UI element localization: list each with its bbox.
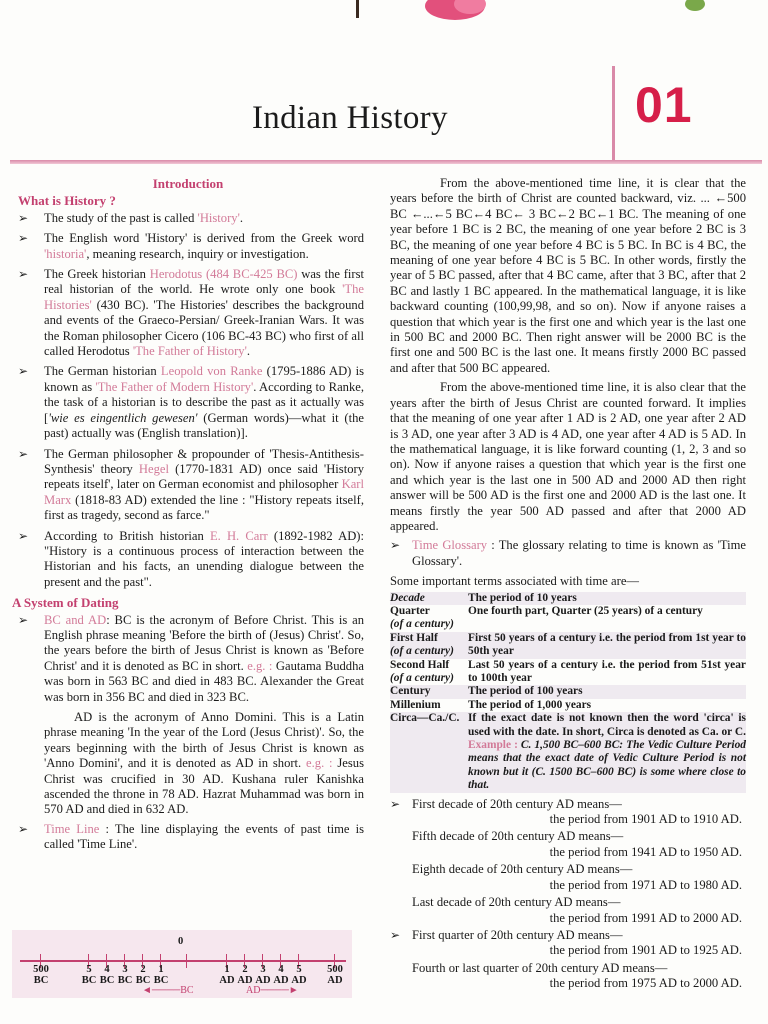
chapter-number: 01 <box>635 77 693 133</box>
terms-intro: Some important terms associated with time are— <box>390 574 640 589</box>
timeline-label: 500 BC <box>33 964 49 986</box>
left-column <box>12 176 364 858</box>
decade-item: Eighth decade of 20th century AD means— the period from 1971 AD to 1980 AD. <box>412 862 742 892</box>
decade-item: Last decade of 20th century AD means— the period from 1991 AD to 2000 AD. <box>412 895 742 925</box>
timeline-zero-tick <box>186 954 187 968</box>
timeline-label: 2 AD <box>237 964 253 986</box>
introduction-heading: Introduction <box>152 176 224 191</box>
what-is-history-heading: What is History ? <box>18 193 116 209</box>
bullet-item: ➢ The study of the past is called 'History'. <box>18 210 244 225</box>
arrow-bullet-icon: ➢ <box>390 538 401 553</box>
timeline-label: 3 BC <box>117 964 133 986</box>
timeline-label: 4 AD <box>273 964 289 986</box>
glossary-row: Millenium The period of 1,000 years <box>390 698 592 711</box>
timeline-label: 4 BC <box>99 964 115 986</box>
header-rule <box>10 160 762 164</box>
timeline-label: 500 AD <box>327 964 343 986</box>
glossary-row: Decade The period of 10 years <box>390 592 746 605</box>
bullet-item: ➢ BC and AD: BC is the acronym of Before Christ. This is an English phrase meaning 'Before the birth of (Jesus) Christ'. So, the years before the birth of Jesus Christ is known as 'Before Christ' and it is denoted as BC in short. e.g. : Gautama Buddha was born in 563 BC and died in 483 BC. Alexander the Great was born in 356 BC and died in 323 BC. <box>18 612 364 704</box>
flower-decoration <box>330 0 768 20</box>
quarter-item: Fourth or last quarter of 20th century AD means— the period from 1975 AD to 2000 AD. <box>412 960 742 991</box>
bullet-item: ➢ Time Glossary : The glossary relating to time is known as 'Time Glossary'. <box>390 538 746 568</box>
timeline-label: 5 BC <box>81 964 97 986</box>
arrow-bullet-icon: ➢ <box>18 821 29 836</box>
glossary-row: First Half (of a century) First 50 years of a century i.e. the period from 1st year to 50th year <box>390 631 746 658</box>
arrow-bullet-icon: ➢ <box>18 210 29 225</box>
ad-paragraph: AD is the acronym of Anno Domini. This is a Latin phrase meaning 'In the year of the Lord (Jesus Christ)'. So, the years beginning with the birth of Jesus Christ is known as 'Anno Domini', and it is denoted as AD in short. e.g. : Jesus Christ was crucified in 30 AD. Kushana ruler Kanishka ascended the throne in 78 AD. Hazrat Muhammad was born in 570 AD and died in 632 AD. <box>44 710 364 817</box>
timeline-label: 1 BC <box>153 964 169 986</box>
ad-arrow: AD────► <box>246 985 299 996</box>
page-title: Indian History <box>252 100 448 136</box>
arrow-bullet-icon: ➢ <box>390 796 401 811</box>
bullet-item: ➢ According to British historian E. H. Carr (1892-1982 AD): "History is a continuous process of interaction between the Historian and his facts, an unending dialogue between the present and the past". <box>18 528 365 589</box>
timeline-label: 1 AD <box>219 964 235 986</box>
right-column <box>390 176 746 994</box>
glossary-row: Second Half (of a century) Last 50 years of a century i.e. the period from 51st year to 100th year <box>390 658 746 684</box>
timeline-label: 5 AD <box>291 964 307 986</box>
timeline-zero-label: 0 <box>178 936 184 947</box>
chapter-number-box <box>612 66 765 164</box>
glossary-row: Century The period of 100 years <box>390 685 746 698</box>
glossary-row: Quarter (of a century) One fourth part, Quarter (25 years) of a century <box>390 604 703 631</box>
bullet-item: ➢ Time Line : The line displaying the events of past time is called 'Time Line'. <box>18 821 364 852</box>
decade-item: ➢ First decade of 20th century AD means— the period from 1901 AD to 1910 AD. <box>390 796 742 827</box>
bullet-item: ➢ The German philosopher & propounder of 'Thesis-Antithesis-Synthesis' theory Hegel (1770-1831 AD) once said 'History repeats itself', later on German economist and philosopher Karl Marx (1818-83 AD) extended the line : "History repeats itself, first as tragedy, second as farce." <box>18 446 364 523</box>
system-of-dating-heading: A System of Dating <box>12 595 119 611</box>
bullet-item: ➢ The English word 'History' is derived from the Greek word 'historia', meaning research, inquiry or investigation. <box>18 231 364 261</box>
timeline-label: 3 AD <box>255 964 271 986</box>
bc-arrow: ◄────BC <box>142 985 194 996</box>
arrow-bullet-icon: ➢ <box>390 927 401 942</box>
arrow-bullet-icon: ➢ <box>18 364 29 379</box>
glossary-row: Circa—Ca./C. If the exact date is not known then the word 'circa' is used with the date. In short, Circa is denoted as Ca. or C. Example : C. 1,500 BC–600 BC: The Vedic Culture Period means that the exact date of Vedic Culture Period is not known but it (C. 1500 BC–600 BC) is some where close to that. <box>390 712 746 792</box>
arrow-bullet-icon: ➢ <box>18 446 29 461</box>
bullet-item: ➢ The Greek historian Herodotus (484 BC-425 BC) was the first real historian of the world. He wrote only one book 'The Histories' (430 BC). 'The Histories' describes the background and events of the Graeco-Persian/ Greek-Iranian Wars. It was the Roman philosopher Cicero (106 BC-43 BC) who first of all called Herodotus 'The Father of History'. <box>18 267 365 359</box>
bullet-item: ➢ The German historian Leopold von Ranke (1795-1886 AD) is known as 'The Father of Modern History'. According to Ranke, the task of a historian is to describe the past as it actually was ['wie es eingentlich gewesen' (German words)—what it (the past) actually was (English translation)]. <box>18 364 364 441</box>
arrow-bullet-icon: ➢ <box>18 612 29 627</box>
arrow-bullet-icon: ➢ <box>18 267 29 282</box>
quarter-item: ➢ First quarter of 20th century AD means— the period from 1901 AD to 1925 AD. <box>390 927 742 958</box>
paragraph: From the above-mentioned time line, it is also clear that the years after the birth of Jesus Christ are counted forward. It implies that the meaning of one year after 1 AD is 2 AD, one year after 2 AD is 3 AD, one year after 3 AD is 4 AD, one year after 4 AD is 5 AD. In the mathematical language, it is like forward counting (1, 2, 3 and so on). Now if anyone raises a question that which year is the first one and which year is the last one in 500 AD and 2000 AD then right answer will be 500 AD is the first one and 2000 AD is the last one. It means firstly the year 500 AD passed and after that 2000 AD appeared. <box>390 380 746 533</box>
timeline-label: 2 BC <box>135 964 151 986</box>
time-line-figure <box>12 930 352 998</box>
time-glossary-table <box>390 592 746 793</box>
arrow-bullet-icon: ➢ <box>18 231 29 246</box>
arrow-bullet-icon: ➢ <box>18 528 29 543</box>
paragraph: From the above-mentioned time line, it is clear that the years before the birth of Christ are counted backward, viz. ... ←500 BC ←...←5 BC←4 BC← 3 BC←2 BC←1 BC. The meaning of one year before 1 BC is 2 BC, the meaning of one year before 2 BC is 3 BC, the meaning of one year before 4 BC is 5 BC. In BC is 4 BC, the meaning of one year before 4 BC is 5 BC. In other words, firstly the year of 5 BC passed, after that 4 BC came, after that 3 BC, after that 2 BC and lastly 1 BC appeared. In the mathematical language, it is like backward counting (100,99,98, and so on). Now if anyone raises a question that which year is the first one and which year is the last one in 500 BC and 2000 BC. Then right answer will be 2000 BC is the first one and 500 BC is the last one. It means firstly 2000 BC passed and after that 500 BC appeared. <box>390 176 746 375</box>
decade-item: Fifth decade of 20th century AD means— the period from 1941 AD to 1950 AD. <box>412 829 742 859</box>
